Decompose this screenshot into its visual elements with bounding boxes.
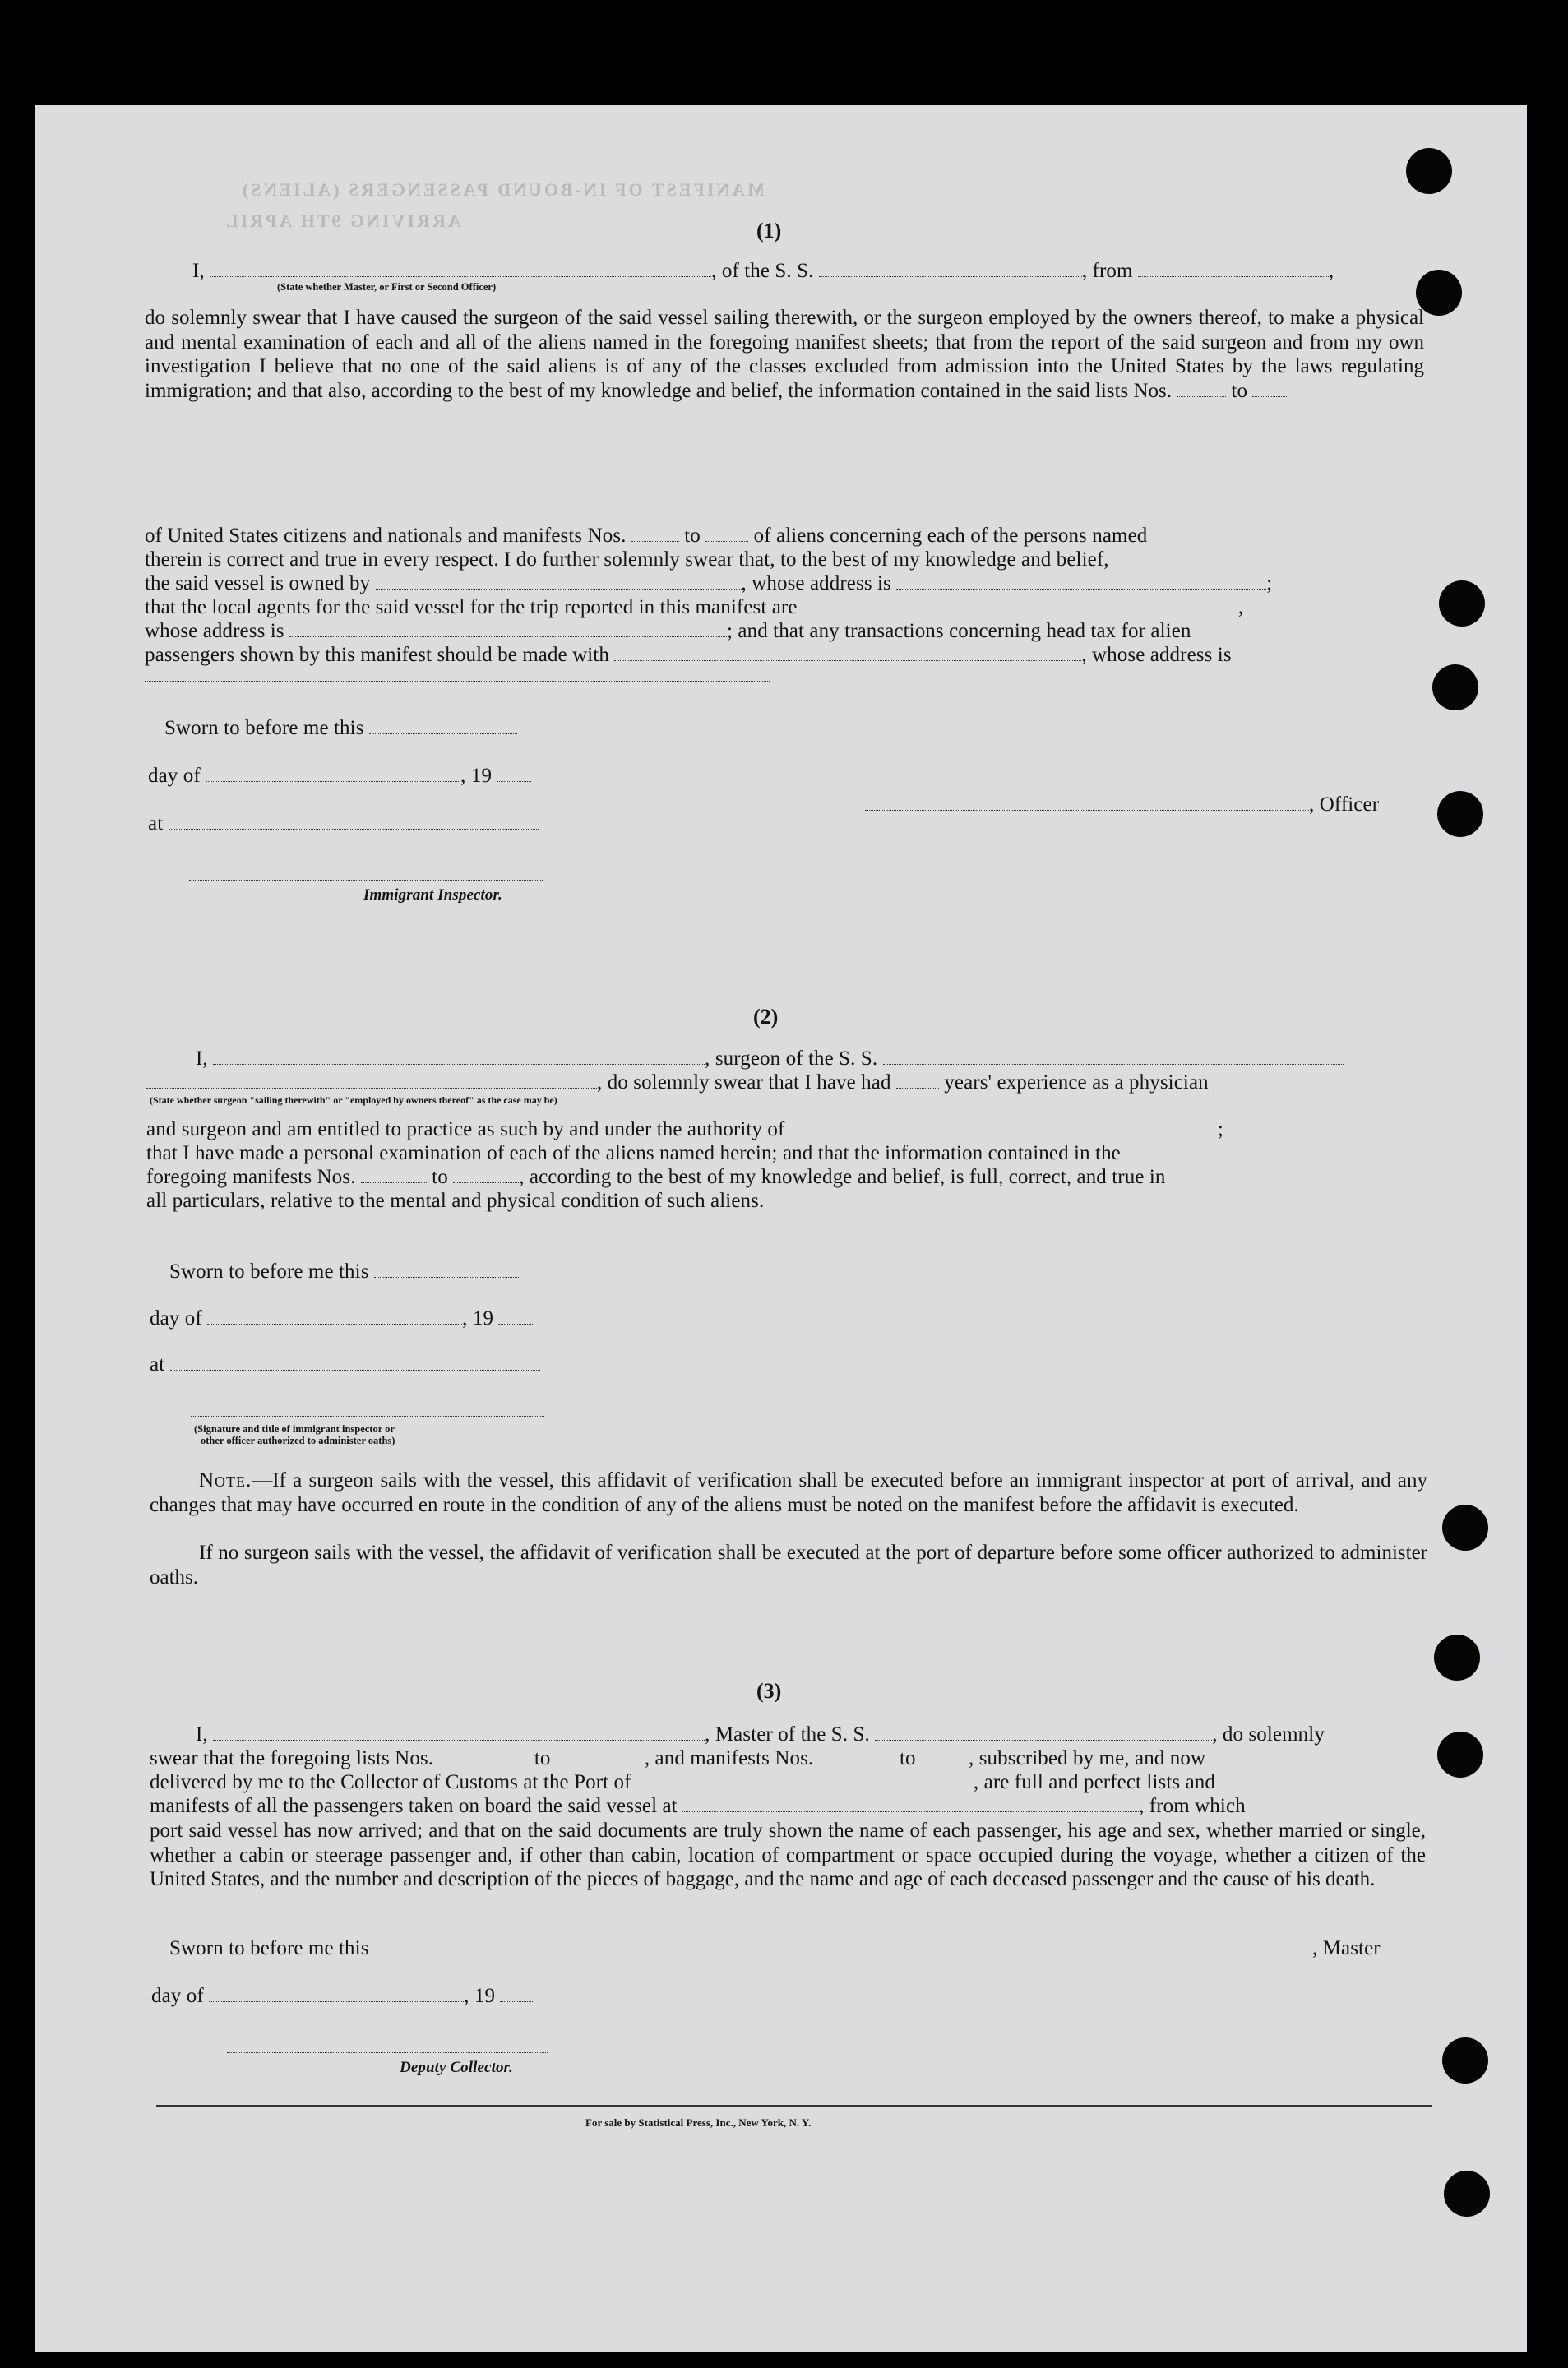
master-sworn-day-field[interactable] [374,1939,519,1954]
section-1-passengers-line: passengers shown by this manifest should be made with , whose address is [145,644,1232,666]
master-vessel-field[interactable] [875,1725,1212,1741]
sworn-month-field[interactable] [206,766,460,782]
bleed-through-text: MANIFEST OF IN-BOUND PASSENGERS (ALIENS) [240,179,765,200]
embarkation-port-field[interactable] [682,1797,1139,1812]
section-2-foregoing-line: foregoing manifests Nos. to , according to the best of my knowledge and belief, is full, correct, and true in [146,1166,1166,1188]
punch-hole [1442,1505,1488,1551]
surgeon-sworn-place-field[interactable] [170,1355,540,1371]
section-1-at: at [148,812,539,835]
practice-authority-field[interactable] [790,1120,1218,1135]
manifests-to-field[interactable] [705,526,748,542]
punch-hole [1437,1732,1483,1778]
punch-hole [1432,664,1478,710]
section-1-whose-line: whose address is ; and that any transactions concerning head tax for alien [145,620,1191,642]
authorized-officer-signature-field[interactable] [191,1416,544,1417]
surgeon-vessel-field[interactable] [883,1049,1344,1065]
section-2-all-line: all particulars, relative to the mental and physical condition of such aliens. [146,1190,765,1212]
section-3-manifests-line: manifests of all the passengers taken on board the said vessel at , from which [150,1795,1246,1817]
punch-hole [1444,2171,1490,2217]
section-2-examination-line: that I have made a personal examination of each of the aliens named herein; and that the information contained in the [146,1142,1121,1164]
section-3-swear-line: swear that the foregoing lists Nos. to , and manifests Nos. to , subscribed by me, and now [150,1747,1206,1769]
section-2-at: at [150,1353,540,1376]
master-signature-field[interactable] [877,1939,1312,1954]
sworn-day-field[interactable] [369,719,517,734]
bleed-through-text: ARRIVING 9TH APRIL [224,210,461,231]
surgeon-note-paragraph: Note.—If a surgeon sails with the vessel, this affidavit of verification shall be executed before an immigrant inspector at port of arrival, and any changes that may have occurred en route in the condition of any of the aliens must be noted on the manifest before the affidavit is executed. [150,1469,1427,1516]
surgeon-status-note: (State whether surgeon "sailing therewith" or "employed by owners thereof" as the case may be) [150,1094,557,1106]
local-agents-field[interactable] [803,598,1238,613]
years-experience-field[interactable] [896,1073,939,1089]
surgeon-sworn-day-field[interactable] [374,1262,519,1278]
section-1-therein-line: therein is correct and true in every respect. I do further solemnly swear that, to the best of my knowledge and belief, [145,548,1109,571]
officer-rank-note: (State whether Master, or First or Second Officer) [277,281,497,293]
section-2-number: (2) [753,1005,779,1029]
master-name-field[interactable] [213,1725,705,1741]
customs-port-field[interactable] [636,1773,974,1788]
officer-name-field[interactable] [210,261,711,277]
section-1-citizens-line: of United States citizens and nationals and manifests Nos. to of aliens concerning each of the persons named [145,525,1148,547]
punch-hole [1406,148,1452,194]
owner-address-field[interactable] [896,574,1266,590]
signer-note-line-2: other officer authorized to administer oaths) [201,1435,395,1446]
section-1-sworn: Sworn to before me this [164,717,517,740]
surgeon-status-field[interactable] [146,1073,597,1089]
vessel-name-field[interactable] [819,261,1082,277]
section-2-intro: I, , surgeon of the S. S. [196,1048,1344,1071]
signer-note-line-1: (Signature and title of immigrant inspector or [194,1423,395,1435]
head-tax-address-field[interactable] [145,681,770,682]
officer-signature-field[interactable] [865,795,1309,811]
surgeon-manifests-to-field[interactable] [453,1168,519,1183]
section-3-day-of: day of , 19 [151,1985,534,2008]
form-page [35,105,1527,2352]
section-2-swear-line: , do solemnly swear that I have had years' experience as a physician [146,1071,1209,1094]
master-lists-to-field[interactable] [556,1749,645,1764]
punch-hole [1437,791,1483,837]
section-1-number: (1) [756,219,782,243]
surgeon-sworn-month-field[interactable] [207,1309,462,1325]
section-1-intro: I, , of the S. S. , from , [192,260,1334,282]
section-3-body-text: port said vessel has now arrived; and that on the said documents are truly shown the name of each passenger, his age and sex, whether married or single, whether a cabin or steerage passenger and, if other than cabin, location of compartment or space occupied during the voyage, whether a citizen of the United States, and the number and description of the pieces of baggage, and the name and age of each deceased passenger and the cause of his death. [150,1820,1426,1890]
vessel-owner-field[interactable] [376,574,742,590]
agents-address-field[interactable] [289,622,727,637]
no-surgeon-note-paragraph: If no surgeon sails with the vessel, the affidavit of verification shall be executed at the port of departure before some officer authorized to administer oaths. [150,1542,1427,1589]
section-2-sworn: Sworn to before me this [169,1260,519,1283]
punch-hole [1439,580,1485,627]
inspector-signature-field[interactable] [189,880,543,881]
deputy-collector-label: Deputy Collector. [400,2059,513,2076]
section-1-agents-line: that the local agents for the said vessel for the trip reported in this manifest are , [145,596,1244,618]
section-3-delivered-line: delivered by me to the Collector of Customs at the Port of , are full and perfect lists and [150,1771,1215,1793]
master-sworn-year-field[interactable] [500,1986,534,2002]
section-1-oath-text: do solemnly swear that I have caused the surgeon of the said vessel sailing therewith, or the surgeon employed by the owners thereof, to make a physical and mental examination of each and all of the aliens named in the foregoing manifest sheets; that from the report of the said surgeon and from my own investigation I believe that no one of the said aliens is of any of the classes excluded from admission into the United States by the laws regulating immigration; and that also, according to the best of my knowledge and belief, the information contained in the said lists Nos. to [145,307,1424,402]
deputy-collector-signature-field[interactable] [227,2052,548,2053]
section-3-number: (3) [756,1679,782,1703]
section-3-sworn: Sworn to before me this [169,1937,519,1960]
surgeon-sworn-year-field[interactable] [498,1309,533,1325]
section-2-surgeon-line: and surgeon and am entitled to practice as such by and under the authority of ; [146,1118,1223,1140]
head-tax-contact-field[interactable] [614,645,1081,661]
section-3-intro: I, , Master of the S. S. , do solemnly [196,1723,1325,1746]
sworn-place-field[interactable] [169,814,539,830]
lists-to-field[interactable] [1252,382,1288,397]
punch-hole [1442,2037,1488,2084]
section-2-day-of: day of , 19 [150,1307,533,1330]
printer-credit: For sale by Statistical Press, Inc., New York, N. Y. [585,2116,812,2129]
lists-from-field[interactable] [1177,382,1226,397]
master-sworn-month-field[interactable] [209,1986,464,2002]
section-3-master: , Master [877,1937,1381,1960]
manifests-from-field[interactable] [631,526,679,542]
section-1-officer: , Officer [865,793,1379,816]
master-manifests-to-field[interactable] [921,1749,969,1764]
footer-rule [156,2105,1432,2107]
section-1-day-of: day of , 19 [148,765,531,788]
immigrant-inspector-label: Immigrant Inspector. [363,886,502,904]
sworn-year-field[interactable] [497,766,531,782]
section-1-owned-line: the said vessel is owned by , whose address is ; [145,572,1273,594]
master-lists-from-field[interactable] [438,1749,529,1764]
surgeon-name-field[interactable] [213,1049,705,1065]
departure-port-field[interactable] [1138,261,1329,277]
punch-hole [1434,1635,1480,1681]
master-manifests-from-field[interactable] [819,1749,895,1764]
surgeon-manifests-from-field[interactable] [361,1168,427,1183]
